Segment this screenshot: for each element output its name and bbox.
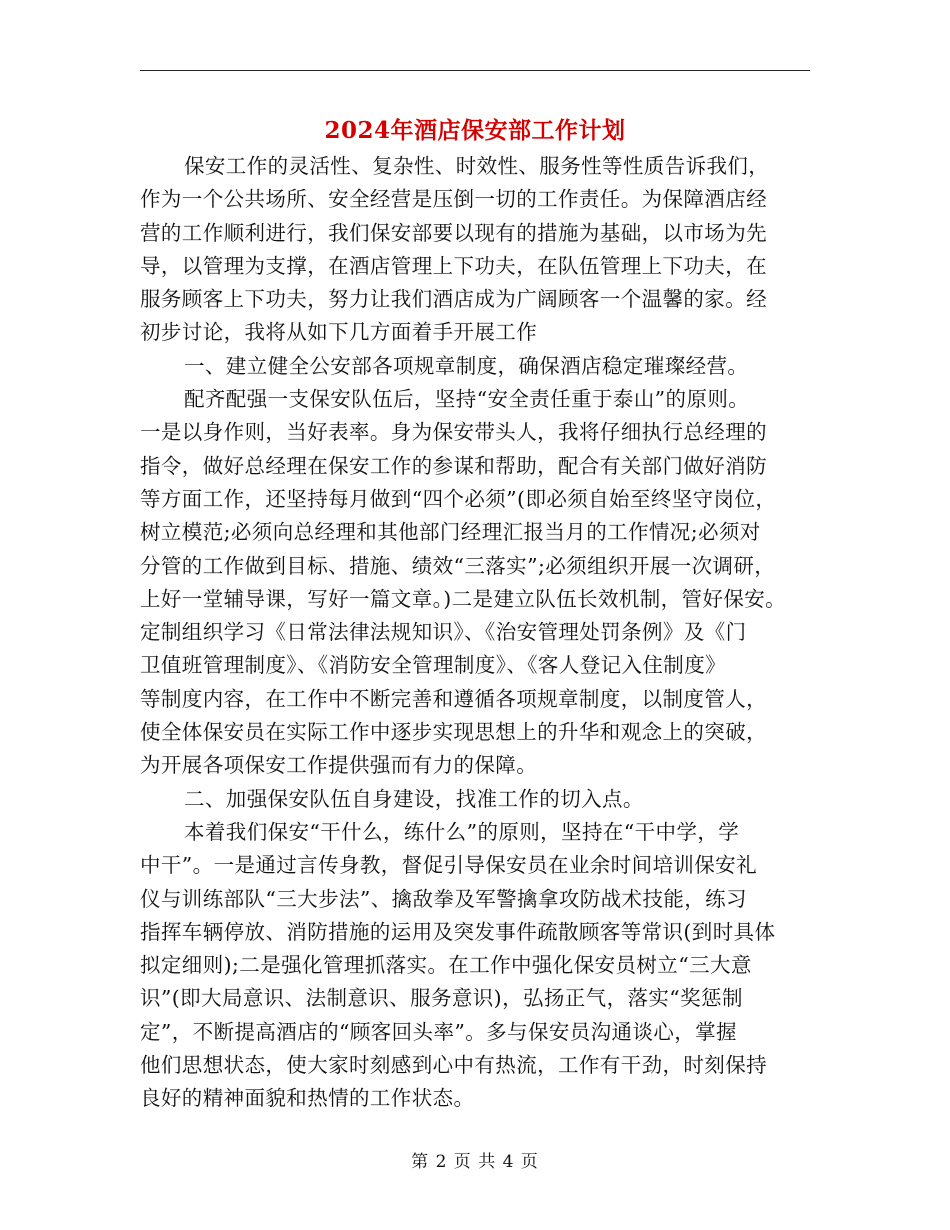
- paragraph-line: 一、建立健全公安部各项规章制度，确保酒店稳定璀璨经营。: [184, 353, 749, 378]
- paragraph-line: 拟定细则);二是强化管理抓落实。在工作中强化保安员树立“三大意: [140, 953, 752, 978]
- document-body: [140, 150, 820, 1116]
- paragraph-line: 定”，不断提高酒店的“顾客回头率”。多与保安员沟通谈心，掌握: [140, 1019, 737, 1044]
- paragraph-line: 营的工作顺利进行，我们保安部要以现有的措施为基础，以市场为先: [140, 220, 767, 245]
- paragraph-line: 识”(即大局意识、法制意识、服务意识)，弘扬正气，落实“奖惩制: [140, 986, 743, 1011]
- header-rule: [140, 70, 810, 71]
- paragraph-line: 初步讨论，我将从如下几方面着手开展工作: [140, 320, 538, 345]
- paragraph-line: 仪与训练部队“三大步法”、擒敌拳及军警擒拿攻防战术技能，练习: [140, 886, 747, 911]
- paragraph-line: 一是以身作则，当好表率。身为保安带头人，我将仔细执行总经理的: [140, 420, 767, 445]
- page-footer: 第 2 页 共 4 页: [411, 1152, 539, 1172]
- paragraph-line: 定制组织学习《日常法律法规知识》、《治安管理处罚条例》及《门: [140, 620, 747, 645]
- paragraph-line: 分管的工作做到目标、措施、绩效“三落实”;必须组织开展一次调研，: [140, 553, 776, 578]
- paragraph-line: 指挥车辆停放、消防措施的运用及突发事件疏散顾客等常识(到时具体: [140, 919, 776, 944]
- paragraph-line: 指令，做好总经理在保安工作的参谋和帮助，配合有关部门做好消防: [140, 453, 767, 478]
- paragraph-line: 二、加强保安队伍自身建设，找准工作的切入点。: [184, 786, 644, 811]
- paragraph-line: 使全体保安员在实际工作中逐步实现思想上的升华和观念上的突破，: [140, 720, 767, 745]
- paragraph-line: 他们思想状态，使大家时刻感到心中有热流，工作有干劲，时刻保持: [140, 1053, 767, 1078]
- document-title: 2024年酒店保安部工作计划: [324, 117, 626, 144]
- paragraph-line: 卫值班管理制度》、《消防安全管理制度》、《客人登记入住制度》: [140, 653, 726, 678]
- paragraph-line: 作为一个公共场所、安全经营是压倒一切的工作责任。为保障酒店经: [140, 187, 767, 212]
- paragraph-line: 等制度内容，在工作中不断完善和遵循各项规章制度，以制度管人，: [140, 686, 767, 711]
- paragraph-line: 良好的精神面貌和热情的工作状态。: [140, 1086, 475, 1111]
- paragraph-line: 导，以管理为支撑，在酒店管理上下功夫，在队伍管理上下功夫，在: [140, 253, 767, 278]
- paragraph-line: 本着我们保安“干什么，练什么”的原则，坚持在“干中学，学: [184, 819, 740, 844]
- paragraph-line: 中干”。一是通过言传身教，督促引导保安员在业余时间培训保安礼: [140, 853, 757, 878]
- paragraph-line: 为开展各项保安工作提供强而有力的保障。: [140, 753, 538, 778]
- paragraph-line: 上好一堂辅导课，写好一篇文章。)二是建立队伍长效机制，管好保安。: [140, 586, 787, 611]
- paragraph-line: 树立模范;必须向总经理和其他部门经理汇报当月的工作情况;必须对: [140, 520, 761, 545]
- paragraph-line: 等方面工作，还坚持每月做到“四个必须”(即必须自始至终坚守岗位，: [140, 486, 777, 511]
- paragraph-line: 配齐配强一支保安队伍后，坚持“安全责任重于泰山”的原则。: [184, 387, 750, 412]
- paragraph-line: 保安工作的灵活性、复杂性、时效性、服务性等性质告诉我们，: [184, 154, 770, 178]
- paragraph-line: 服务顾客上下功夫，努力让我们酒店成为广阔顾客一个温馨的家。经: [140, 287, 767, 312]
